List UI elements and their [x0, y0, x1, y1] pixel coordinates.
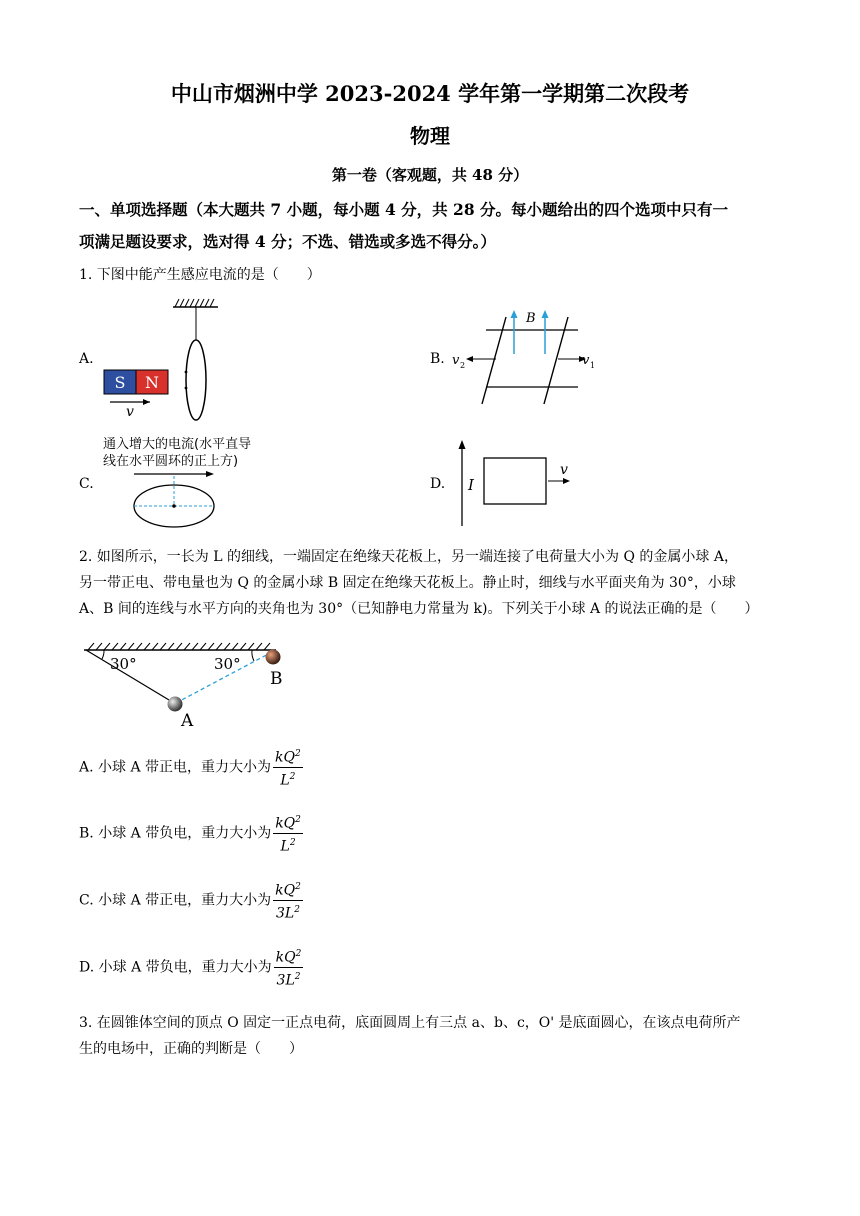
ball-b-label: B [270, 669, 283, 689]
q2-option-a-text: A. 小球 A 带正电，重力大小为 [79, 759, 272, 776]
frac-den-exp: 2 [294, 971, 301, 982]
v2-sub: 2 [460, 361, 466, 370]
question-1-stem: 1. 下图中能产生感应电流的是（ ） [79, 267, 321, 283]
frac-num-exp: 2 [295, 815, 301, 825]
frac-num: kQ [275, 949, 296, 966]
q2-option-a[interactable] [79, 746, 303, 789]
q2-option-d[interactable] [79, 946, 303, 989]
question-2-stem [79, 544, 789, 622]
velocity-label: v [126, 404, 134, 420]
q2-line2: 另一带正电、带电量也为 Q 的金属小球 B 固定在绝缘天花板上。静止时，细线与水平面夹角为 30°，小球 [79, 575, 736, 591]
ball-a [168, 697, 183, 712]
section-heading-line2: 项满足题设要求，选对得 4 分；不选、错选或多选不得分。） [79, 232, 496, 251]
q2-option-b[interactable] [79, 812, 303, 855]
caption-line2: 线在水平圆环的正上方) [103, 454, 239, 469]
q1-option-d-label: D. [430, 476, 446, 492]
frac-num-exp: 2 [295, 749, 301, 759]
ball-b [266, 650, 281, 665]
b-field-label: B [526, 311, 536, 326]
frac-den: L [280, 772, 290, 789]
question-3-stem [79, 1010, 789, 1062]
section-heading-line1: 一、单项选择题（本大题共 7 小题，每小题 4 分，共 28 分。每小题给出的四个选项中只有一 [79, 200, 729, 219]
frac-den-exp: 2 [289, 771, 296, 782]
frac-den: L [284, 905, 295, 922]
q1-figure-a [98, 292, 218, 422]
frac-num: kQ [275, 749, 295, 766]
frac-num: kQ [275, 815, 296, 832]
q2-option-c-fraction [273, 879, 303, 922]
v1-label: v [582, 353, 590, 368]
q1-option-c-label: C. [79, 476, 94, 492]
caption-line1: 通入增大的电流(水平直导 [103, 437, 252, 452]
frac-den: L [285, 972, 295, 989]
q1-option-a-label: A. [79, 351, 94, 367]
magnet-n-text: N [145, 373, 159, 392]
frac-coef: 3 [276, 972, 286, 989]
q2-option-d-fraction [274, 946, 304, 989]
q1-option-b-label: B. [430, 351, 445, 367]
q1-figure-c [100, 470, 240, 530]
q3-line1: 3. 在圆锥体空间的顶点 O 固定一正点电荷，底面圆周上有三点 a、b、c，O' 是底面圆心，在该点电荷所产 [79, 1015, 741, 1031]
velocity-arrow-icon [143, 399, 150, 405]
ceiling-hatch-icon [173, 299, 218, 307]
q1-figure-d [448, 436, 588, 528]
loop-velocity-label: v [560, 462, 568, 478]
exam-title: 中山市烟洲中学 2023-2024 学年第一学期第二次段考 [170, 81, 690, 106]
q2-line1: 2. 如图所示，一长为 L 的细线，一端固定在绝缘天花板上，另一端连接了电荷量大小为 Q 的金属小球 A， [79, 549, 738, 565]
v1-sub: 1 [590, 361, 596, 370]
frac-num: kQ [275, 882, 296, 899]
current-arrow-icon [206, 471, 214, 477]
q2-figure [80, 640, 300, 730]
frac-num-exp: 2 [295, 882, 301, 892]
magnet-s-text: S [114, 373, 126, 392]
q2-option-b-text: B. 小球 A 带负电，重力大小为 [79, 825, 272, 842]
q2-option-c-text: C. 小球 A 带正电，重力大小为 [79, 892, 272, 909]
q2-line3: A、B 间的连线与水平方向的夹角也为 30°（已知静电力常量为 k)。下列关于小球 A 的说法正确的是（ ） [79, 601, 759, 617]
frac-den-exp: 2 [289, 837, 296, 848]
frac-den: L [280, 838, 290, 855]
q1-figure-c-caption [103, 436, 251, 470]
q2-option-a-fraction [273, 746, 303, 789]
ball-a-label: A [181, 711, 194, 730]
q2-option-b-fraction [273, 812, 303, 855]
v2-label: v [452, 353, 460, 368]
q3-line2: 生的电场中，正确的判断是（ ） [79, 1041, 303, 1057]
q1-figure-b [448, 302, 608, 410]
q2-option-d-text: D. 小球 A 带负电，重力大小为 [79, 959, 272, 976]
ceiling-hatch-icon [88, 643, 270, 650]
conducting-ring [186, 340, 206, 420]
angle-label-2: 30° [214, 655, 241, 673]
frac-den-exp: 2 [294, 904, 300, 915]
loop-velocity-arrow-icon [563, 478, 570, 484]
q2-option-c[interactable] [79, 879, 303, 922]
angle-label-1: 30° [110, 655, 137, 673]
current-up-arrow-icon [459, 440, 466, 449]
rectangular-loop [484, 458, 546, 504]
frac-num-exp: 2 [295, 949, 302, 959]
subject-title: 物理 [410, 124, 450, 148]
v2-arrow-icon [466, 356, 473, 362]
frac-coef: 3 [276, 905, 285, 922]
part-title: 第一卷（客观题，共 48 分） [331, 166, 529, 184]
section-heading [79, 194, 789, 258]
current-label: I [468, 476, 474, 494]
